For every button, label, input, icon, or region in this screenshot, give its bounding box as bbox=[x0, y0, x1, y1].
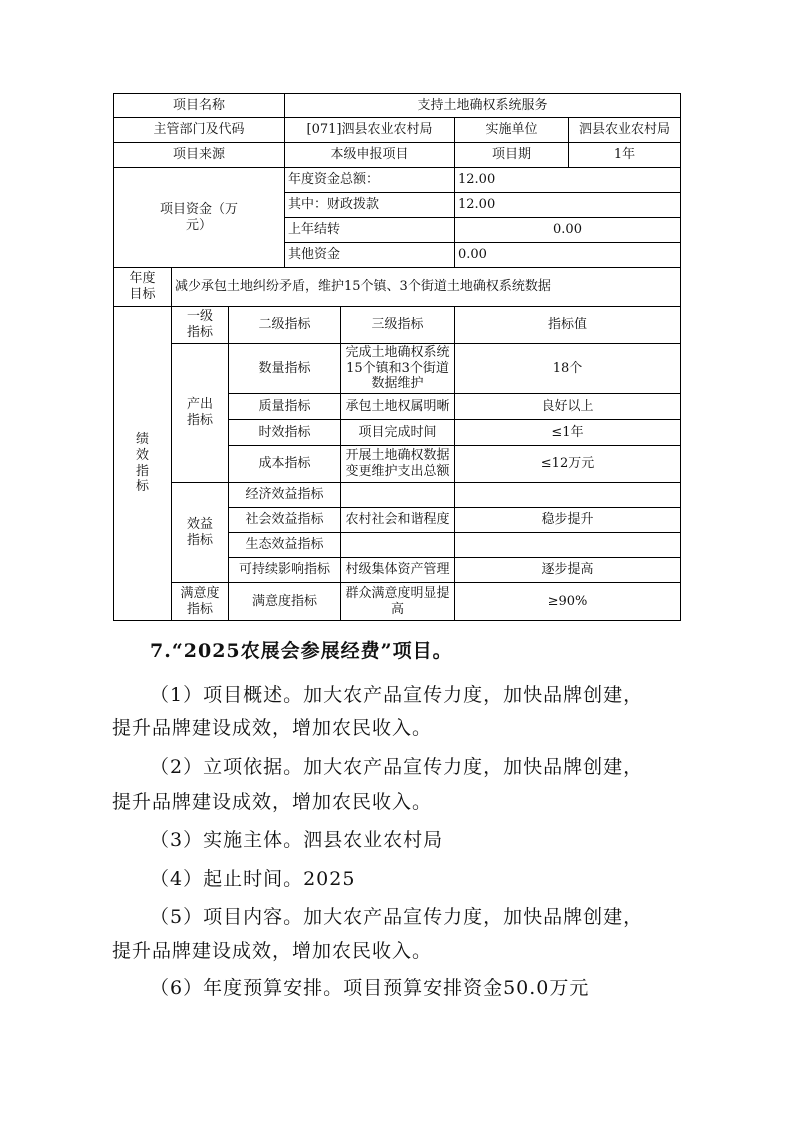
benefit-value bbox=[454, 482, 681, 508]
output-level2: 质量指标 bbox=[228, 393, 341, 420]
benefit-value bbox=[454, 532, 681, 558]
benefit-value: 稳步提升 bbox=[454, 507, 681, 533]
paragraph-line: （1）项目概述。加大农产品宣传力度，加快品牌创建， bbox=[150, 684, 644, 706]
paragraph-line: （2）立项依据。加大农产品宣传力度，加快品牌创建， bbox=[150, 756, 644, 778]
section-heading: 7.“2025农展会参展经费”项目。 bbox=[150, 640, 453, 662]
col-header-level3: 三级指标 bbox=[340, 306, 455, 344]
period-label: 项目期 bbox=[454, 142, 569, 168]
funds-row-value: 0.00 bbox=[454, 242, 681, 268]
benefit-level3: 村级集体资产管理 bbox=[340, 557, 455, 583]
paragraph-line: （4）起止时间。2025 bbox=[150, 868, 356, 890]
benefit-level2: 可持续影响指标 bbox=[228, 557, 341, 583]
output-value: ≤12万元 bbox=[454, 445, 681, 483]
funds-row-label: 其中：财政拨款 bbox=[284, 192, 455, 218]
satisfaction-value: ≥90% bbox=[454, 582, 681, 621]
dept-label: 主管部门及代码 bbox=[113, 117, 285, 143]
benefit-label: 效益指标 bbox=[171, 482, 229, 583]
paragraph-line: （6）年度预算安排。项目预算安排资金50.0万元 bbox=[150, 977, 590, 999]
funds-row-label: 其他资金 bbox=[284, 242, 455, 268]
funds-row-label: 年度资金总额： bbox=[284, 167, 455, 193]
dept-value: [071]泗县农业农村局 bbox=[284, 117, 455, 143]
project-name-value: 支持土地确权系统服务 bbox=[284, 93, 681, 118]
perf-label: 绩效指标 bbox=[113, 306, 172, 621]
source-label: 项目来源 bbox=[113, 142, 285, 168]
output-level2: 时效指标 bbox=[228, 419, 341, 446]
paragraph-line: 提升品牌建设成效，增加农民收入。 bbox=[112, 717, 433, 739]
impl-unit-label: 实施单位 bbox=[454, 117, 569, 143]
funds-row-label: 上年结转 bbox=[284, 217, 455, 243]
output-value: 良好以上 bbox=[454, 393, 681, 420]
benefit-level2: 经济效益指标 bbox=[228, 482, 341, 508]
paragraph-line: 提升品牌建设成效，增加农民收入。 bbox=[112, 791, 433, 813]
period-value: 1年 bbox=[568, 142, 681, 168]
funds-row-value: 12.00 bbox=[454, 167, 681, 193]
output-value: ≤1年 bbox=[454, 419, 681, 446]
output-label: 产出指标 bbox=[171, 343, 229, 483]
col-header-value: 指标值 bbox=[454, 306, 681, 344]
impl-unit-value: 泗县农业农村局 bbox=[568, 117, 681, 143]
paragraph-line: 提升品牌建设成效，增加农民收入。 bbox=[112, 940, 433, 962]
annual-goal-label: 年度目标 bbox=[113, 267, 172, 307]
benefit-level3 bbox=[340, 532, 455, 558]
benefit-level2: 社会效益指标 bbox=[228, 507, 341, 533]
output-level3: 开展土地确权数据变更维护支出总额 bbox=[340, 445, 455, 483]
satisfaction-level3: 群众满意度明显提高 bbox=[340, 582, 455, 621]
satisfaction-label: 满意度指标 bbox=[171, 582, 229, 621]
output-value: 18个 bbox=[454, 343, 681, 394]
paragraph-line: （5）项目内容。加大农产品宣传力度，加快品牌创建， bbox=[150, 906, 644, 928]
output-level2: 数量指标 bbox=[228, 343, 341, 394]
funds-label: 项目资金（万元） bbox=[113, 167, 285, 268]
funds-row-value: 12.00 bbox=[454, 192, 681, 218]
source-value: 本级申报项目 bbox=[284, 142, 455, 168]
col-header-level2: 二级指标 bbox=[228, 306, 341, 344]
col-header-level1: 一级指标 bbox=[171, 306, 229, 344]
annual-goal-value: 减少承包土地纠纷矛盾，维护15个镇、3个街道土地确权系统数据 bbox=[171, 267, 681, 307]
output-level3: 承包土地权属明晰 bbox=[340, 393, 455, 420]
satisfaction-level2: 满意度指标 bbox=[228, 582, 341, 621]
output-level3: 项目完成时间 bbox=[340, 419, 455, 446]
paragraph-line: （3）实施主体。泗县农业农村局 bbox=[150, 829, 444, 851]
project-name-label: 项目名称 bbox=[113, 93, 285, 118]
output-level2: 成本指标 bbox=[228, 445, 341, 483]
funds-row-value: 0.00 bbox=[454, 217, 681, 243]
benefit-level3: 农村社会和谐程度 bbox=[340, 507, 455, 533]
output-level3: 完成土地确权系统15个镇和3个街道数据维护 bbox=[340, 343, 455, 394]
benefit-value: 逐步提高 bbox=[454, 557, 681, 583]
benefit-level3 bbox=[340, 482, 455, 508]
benefit-level2: 生态效益指标 bbox=[228, 532, 341, 558]
